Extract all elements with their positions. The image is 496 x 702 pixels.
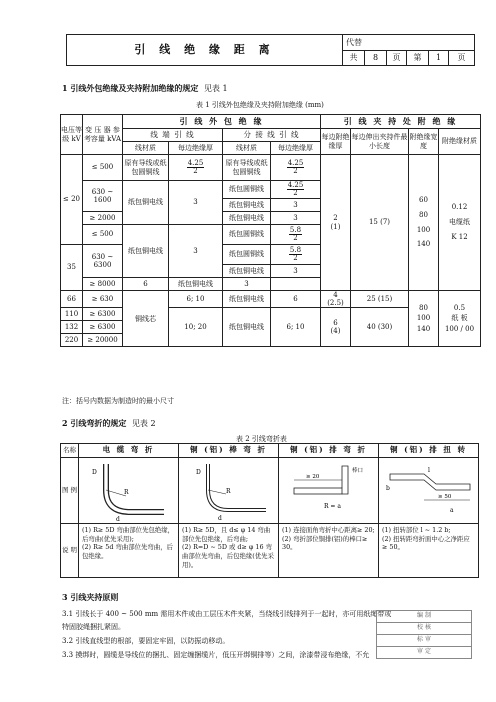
material-cell: 铜线芯 [123, 291, 169, 347]
capacity-cell: ≤ 500 [83, 155, 123, 181]
extend-cell: 40 (30) [351, 308, 409, 347]
stamp-row: 标 审 [377, 635, 472, 647]
header-side-thickness: 每边附绝缘厚 [321, 129, 351, 155]
thickness-cell: 3 [271, 265, 321, 278]
label-b: b [385, 484, 390, 492]
side-thickness-cell: 6 (4) [321, 308, 351, 347]
thickness-cell: 6 [123, 278, 169, 291]
material-cell: 纸包铜电线 [123, 181, 169, 225]
thickness-cell: $\frac{4.25}{2}$ [169, 155, 223, 181]
voltage-cell: ≤ 20 [61, 155, 83, 245]
header-thickness-2: 每边绝缘厚 [271, 142, 321, 155]
header-cable-bend: 电 缆 弯 折 [79, 444, 179, 458]
section-3-line: 3.3 摸绑时，圆缆是导线位的捆扎、固定缠捆缆片，低压开绑铜排等）之间，涂漆带浸布绝缘，不允 [62, 651, 370, 659]
capacity-cell: 630 ~ 1600 [83, 181, 123, 212]
material-cell: 原有导线或纸包圆铜线 [223, 155, 271, 181]
header-bar-twist: 铜 (铝) 排 扭 转 [379, 444, 479, 458]
stamp-row: 校 核 [377, 623, 472, 635]
header-rod-bend: 铜 (铝) 棒 弯 折 [179, 444, 279, 458]
page-unit: 页 [387, 50, 407, 66]
width-cell: 60 80 100 140 [409, 155, 439, 291]
voltage-cell: 132 [61, 321, 83, 334]
label-l: l [427, 466, 430, 474]
material-cell: 纸包铜电线 [123, 225, 169, 278]
label-port: 棒口 [351, 467, 363, 474]
rod-bend-description: (1) R≥ 5D，且 d≤ φ 14 弯曲部位先包绝缘，后弯曲; (2) R=D ~ 5D 或 d≥ φ 16 弯曲部位先弯曲，后包绝缘(优先采用)。 [179, 524, 279, 578]
header-material-2: 线材质 [223, 142, 271, 155]
thickness-cell: 3 [169, 225, 223, 278]
section-3-line: 3.1 引线长于 400 ~ 500 mm 需用木件或由工层压木件夹紧，当绕线引线排列于一起时，亦可用纸绳带或 [62, 610, 392, 618]
thickness-cell: $\frac{5.8}{2}$ [271, 225, 321, 245]
capacity-cell: ≥ 8000 [83, 278, 123, 291]
thickness-cell: 6 [271, 291, 321, 308]
section-3-line: 3.2 引线直线型的根部，要固定牢固，以防振动移动。 [62, 637, 230, 645]
voltage-cell: 220 [61, 334, 83, 347]
capacity-cell: ≥ 6300 [83, 321, 123, 334]
capacity-cell: 630 ~ 6300 [83, 245, 123, 278]
bar-twist-description: (1) 扭转部位 l ~ 1.2 b; (2) 扭转距弯折面中心之净距应≥ 50。 [379, 524, 479, 578]
table-1 [60, 114, 481, 347]
page-number: 1 [429, 50, 449, 66]
row-label-figure: 图 例 [61, 458, 79, 524]
capacity-cell: ≤ 500 [83, 225, 123, 245]
thickness-cell: 6; 10 [271, 308, 321, 347]
material-cell: 0.12 电缆纸 K 12 [439, 155, 481, 291]
label-D: D [91, 468, 97, 476]
material-cell: 纸包圆铜线 [223, 181, 271, 199]
material-cell: 纸包铜电线 [223, 291, 271, 308]
header-end-lead: 线 端 引 线 [123, 129, 223, 142]
header-thickness-1: 每边绝缘厚 [169, 142, 223, 155]
thickness-cell: 3 [169, 181, 223, 225]
material-cell: 纸包圆铜线 [223, 225, 271, 245]
approval-stamp [376, 610, 472, 659]
side-thickness-cell: 4 (2.5) [321, 291, 351, 308]
section-1-heading: 1 引线外包绝缘及夹持附加绝缘的规定 见表 1 [62, 83, 228, 93]
total-label: 共 [343, 50, 365, 66]
capacity-cell: ≥ 2000 [83, 212, 123, 225]
header-voltage: 电压等级 kV [61, 115, 83, 155]
width-cell: 80 100 140 [409, 291, 439, 347]
header-clamp: 引 线 夹 持 处 附 绝 缘 [321, 115, 481, 129]
extend-cell: 15 (7) [351, 155, 409, 291]
label-R-a: R = a [323, 502, 341, 510]
rod-bend-figure [179, 458, 279, 524]
table-1-caption: 表 1 引线外包绝缘及夹持附加绝缘 (mm) [196, 101, 324, 109]
stamp-row: 编 制 [377, 611, 472, 623]
header-branch-lead: 分 接 线 引 线 [223, 129, 321, 142]
extend-cell: 25 (15) [351, 291, 409, 308]
bar-bend-figure [279, 458, 379, 524]
row-label-description: 说 明 [61, 524, 79, 578]
table-1-note: 注：括号内数据为制造时的最小尺寸 [62, 397, 174, 405]
thickness-cell: 3 [271, 212, 321, 225]
stamp-row: 审 定 [377, 647, 472, 659]
thickness-cell: 6; 10 [169, 291, 223, 308]
cable-bend-description: (1) R≥ 5D 弯曲部位先包绝缘，后弯曲(优先采用); (2) R≥ 5d 弯曲部位先弯曲，后包绝缘。 [79, 524, 179, 578]
material-cell: 纸包铜电线 [223, 308, 271, 347]
capacity-cell: ≥ 20000 [83, 334, 123, 347]
bar-twist-figure [379, 458, 479, 524]
label-D: D [195, 468, 201, 476]
header-width: 附绝缘宽度 [409, 129, 439, 155]
thickness-cell: $\frac{4.25}{2}$ [271, 181, 321, 199]
header-bar-bend: 铜 (铝) 排 弯 折 [279, 444, 379, 458]
label-d: d [115, 515, 120, 522]
capacity-cell: ≥ 630 [83, 291, 123, 308]
voltage-cell: 35 [61, 245, 83, 291]
section-3-line: 特固胶绳捆扎紧固。 [62, 623, 125, 631]
thickness-cell: $\frac{4.25}{2}$ [271, 155, 321, 181]
header-wrap: 引 线 外 包 绝 缘 [123, 115, 321, 129]
thickness-cell: 3 [271, 199, 321, 212]
capacity-cell: ≥ 6300 [83, 308, 123, 321]
header-name: 名称 [61, 444, 79, 458]
label-ge50: ≥ 50 [437, 493, 451, 500]
voltage-cell: 66 [61, 291, 83, 308]
material-cell: 原有导线或纸包圆铜线 [123, 155, 169, 181]
page-unit: 页 [449, 50, 475, 66]
label-ge20: ≥ 20 [305, 473, 319, 480]
material-cell: 纸包铜电线 [223, 199, 271, 212]
page-label: 第 [407, 50, 429, 66]
section-2-heading: 2 引线弯折的规定 见表 2 [62, 418, 156, 428]
thickness-cell: 3 [223, 278, 271, 291]
cable-bend-figure [79, 458, 179, 524]
material-cell: 纸包铜电线 [223, 212, 271, 225]
label-d: d [217, 514, 222, 522]
thickness-cell: 10; 20 [169, 308, 223, 347]
total-pages: 8 [365, 50, 387, 66]
material-cell: 纸包圆铜线 [223, 245, 271, 265]
header-extend: 每边伸出夹持件最小长度 [351, 129, 409, 155]
header-transformer: 变 压 器 参考容量 kVA [83, 115, 123, 155]
thickness-cell: $\frac{5.8}{2}$ [271, 245, 321, 265]
header-material: 附绝缘材质 [439, 129, 481, 155]
label-R: R [225, 487, 231, 495]
header-material-1: 线材质 [123, 142, 169, 155]
bar-bend-description: (1) 连接面角弯折中心距离≥ 20; (2) 弯折部位铜排(铝)的棒口≥ 30。 [279, 524, 379, 578]
material-cell: 纸包铜电线 [223, 265, 271, 278]
document-title: 引 线 绝 缘 距 离 [67, 35, 343, 66]
label-a: a [449, 506, 454, 514]
title-block [66, 34, 475, 66]
side-thickness-cell: 2 (1) [321, 155, 351, 291]
table-2-caption: 表 2 引线弯折表 [236, 435, 287, 443]
material-cell: 纸包铜电线 [169, 278, 223, 291]
table-2 [60, 443, 479, 578]
voltage-cell: 110 [61, 308, 83, 321]
replace-label: 代替 [343, 35, 475, 51]
section-3-heading: 3 引线夹持原则 [62, 592, 119, 602]
material-cell: 0.5 纸 板 100 / 00 [439, 291, 481, 347]
label-R: R [123, 488, 129, 496]
